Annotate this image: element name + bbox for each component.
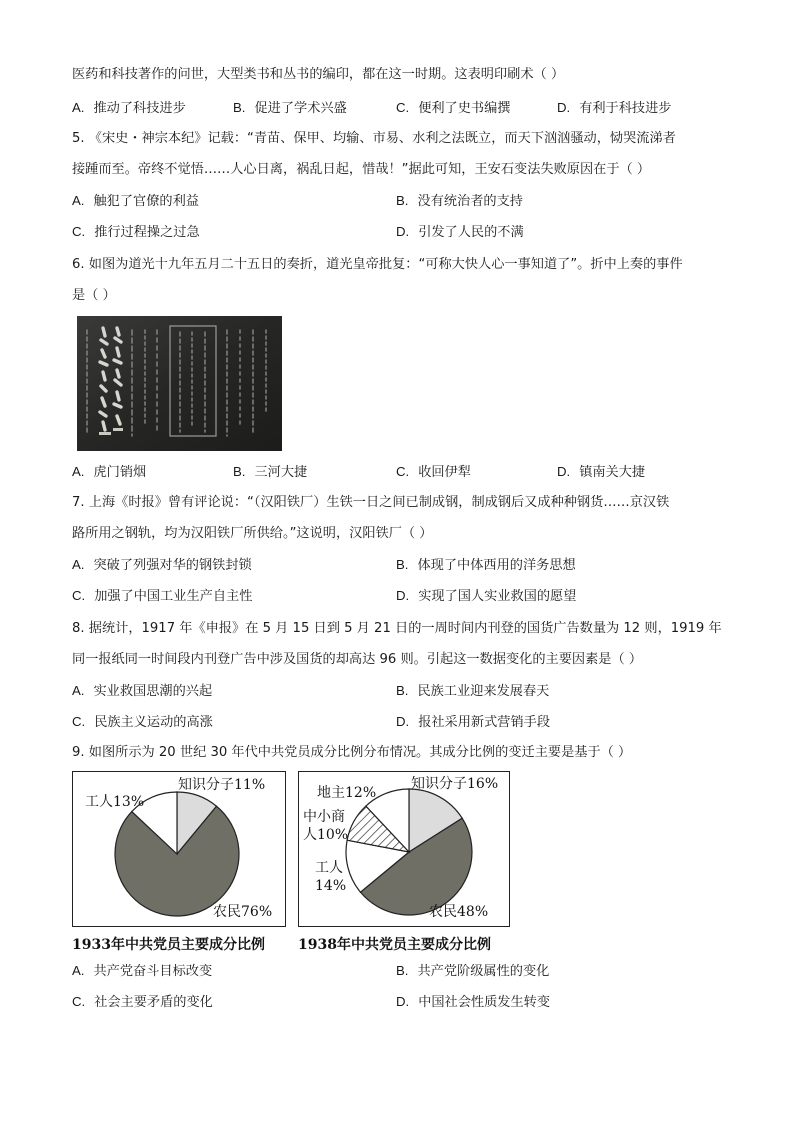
pie-chart-1938 — [298, 771, 510, 927]
option-letter: B. — [396, 963, 409, 978]
option-letter: D. — [396, 994, 410, 1009]
q6-stem-line2: 是（ ） — [72, 288, 116, 303]
option-text: 突破了列强对华的钢铁封锁 — [93, 558, 252, 573]
memorial-photo-drawing — [77, 316, 282, 451]
pie-1938-label-merchant-2: 人10% — [303, 827, 349, 843]
q4-option-d[interactable] — [557, 99, 672, 118]
option-text: 中国社会性质发生转变 — [418, 995, 551, 1010]
pie-1938-label-peasant: 农民48% — [429, 904, 489, 920]
option-letter: A. — [72, 464, 85, 479]
option-text: 共产党阶级属性的变化 — [417, 964, 550, 979]
option-letter: D. — [557, 100, 571, 115]
q4-stem: 医药和科技著作的问世，大型类书和丛书的编印，都在这一时期。这表明印刷术（ ） — [72, 67, 565, 82]
pie-1938-label-landlord: 地主12% — [317, 785, 377, 801]
q9-option-a[interactable] — [72, 962, 212, 981]
option-text: 民族工业迎来发展春天 — [417, 684, 550, 699]
q6-option-b[interactable] — [233, 463, 307, 482]
q9-option-c[interactable] — [72, 993, 213, 1012]
option-text: 推行过程操之过急 — [94, 225, 200, 240]
q5-option-d[interactable] — [396, 223, 524, 242]
q5-option-a[interactable] — [72, 192, 199, 211]
q5-stem-line2: 接踵而至。帝终不觉悟……人心日离，祸乱日起，惜哉！”据此可知，王安石变法失败原因在于（ ） — [72, 162, 651, 177]
option-letter: A. — [72, 557, 85, 572]
option-letter: D. — [557, 464, 571, 479]
q4-option-a[interactable] — [72, 99, 186, 118]
option-letter: D. — [396, 588, 410, 603]
option-text: 收回伊犁 — [418, 465, 471, 480]
q8-stem-line1: 8. 据统计，1917 年《申报》在 5 月 15 日到 5 月 21 日的一周时间内刊登的国货广告数量为 12 则，1919 年 — [72, 621, 722, 636]
q7-option-a[interactable] — [72, 556, 252, 575]
q5-option-c[interactable] — [72, 223, 200, 242]
q8-stem-line2: 同一报纸同一时间段内刊登广告中涉及国货的却高达 96 则。引起这一数据变化的主要因素是（ ） — [72, 652, 643, 667]
option-letter: B. — [396, 683, 409, 698]
option-letter: D. — [396, 224, 410, 239]
q6-option-a[interactable] — [72, 463, 146, 482]
option-text: 镇南关大捷 — [579, 465, 646, 480]
option-text: 体现了中体西用的洋务思想 — [417, 558, 576, 573]
q8-option-d[interactable] — [396, 713, 550, 732]
q7-stem-line2: 路所用之钢轨，均为汉阳铁厂所供给。”这说明，汉阳铁厂（ ） — [72, 526, 433, 541]
option-text: 有利于科技进步 — [579, 101, 672, 116]
option-text: 没有统治者的支持 — [417, 194, 523, 209]
pie-chart-1933 — [72, 771, 286, 927]
option-text: 便利了史书编撰 — [418, 101, 511, 116]
option-letter: B. — [233, 464, 246, 479]
pie-1933-label-intellectual: 知识分子11% — [178, 777, 266, 793]
option-text: 虎门销烟 — [93, 465, 147, 480]
pie-1938-label-worker-2: 14% — [315, 878, 347, 894]
q7-option-c[interactable] — [72, 587, 252, 606]
q6-option-c[interactable] — [396, 463, 471, 482]
q7-stem-line1: 7. 上海《时报》曾有评论说：“（汉阳铁厂）生铁一日之间已制成钢，制成钢后又成种种钢货……京汉铁 — [72, 495, 670, 510]
option-text: 加强了中国工业生产自主性 — [94, 589, 253, 604]
pie-1938-label-intellectual: 知识分子16% — [411, 776, 499, 792]
option-text: 共产党奋斗目标改变 — [93, 964, 213, 979]
option-letter: A. — [72, 100, 85, 115]
option-text: 促进了学术兴盛 — [254, 101, 347, 116]
q6-stem-line1: 6. 如图为道光十九年五月二十五日的奏折，道光皇帝批复：“可称大快人心一事知道了”。折中上奏的事件 — [72, 257, 683, 272]
q8-option-c[interactable] — [72, 713, 213, 732]
q8-option-b[interactable] — [396, 682, 549, 701]
pie-1933-label-peasant: 农民76% — [213, 904, 273, 920]
option-text: 引发了人民的不满 — [418, 225, 524, 240]
q9-option-d[interactable] — [396, 993, 550, 1012]
q9-option-b[interactable] — [396, 962, 549, 981]
option-letter: C. — [72, 714, 86, 729]
q4-option-c[interactable] — [396, 99, 511, 118]
option-letter: C. — [72, 588, 86, 603]
pie-1938-caption: 1938年中共党员主要成分比例 — [298, 937, 491, 953]
option-letter: A. — [72, 683, 85, 698]
option-text: 实现了国人实业救国的愿望 — [418, 589, 577, 604]
option-letter: C. — [396, 464, 410, 479]
option-letter: B. — [233, 100, 246, 115]
option-letter: C. — [72, 994, 86, 1009]
option-text: 实业救国思潮的兴起 — [93, 684, 213, 699]
option-text: 民族主义运动的高涨 — [94, 715, 213, 730]
memorial-photo — [77, 316, 282, 451]
q9-stem: 9. 如图所示为 20 世纪 30 年代中共党员成分比例分布情况。其成分比例的变迁主要是基于（ ） — [72, 745, 632, 760]
option-text: 触犯了官僚的利益 — [93, 194, 199, 209]
option-letter: C. — [396, 100, 410, 115]
option-text: 报社采用新式营销手段 — [418, 715, 551, 730]
option-letter: B. — [396, 557, 409, 572]
q7-option-b[interactable] — [396, 556, 576, 575]
option-text: 社会主要矛盾的变化 — [94, 995, 213, 1010]
q8-option-a[interactable] — [72, 682, 212, 701]
option-letter: B. — [396, 193, 409, 208]
q4-option-b[interactable] — [233, 99, 347, 118]
option-text: 推动了科技进步 — [93, 101, 186, 116]
option-letter: A. — [72, 963, 85, 978]
pie-1938-label-worker-1: 工人 — [315, 860, 343, 876]
pie-1933-label-worker: 工人13% — [85, 794, 145, 810]
q7-option-d[interactable] — [396, 587, 576, 606]
option-letter: A. — [72, 193, 85, 208]
option-letter: D. — [396, 714, 410, 729]
option-text: 三河大捷 — [254, 465, 308, 480]
option-letter: C. — [72, 224, 86, 239]
pie-1933-caption: 1933年中共党员主要成分比例 — [72, 937, 265, 953]
q5-option-b[interactable] — [396, 192, 523, 211]
pie-1938-label-merchant-1: 中小商 — [303, 809, 345, 825]
q5-stem-line1: 5. 《宋史・神宗本纪》记载：“青苗、保甲、均输、市易、水利之法既立，而天下汹汹骚动，恸哭流涕者 — [72, 131, 676, 146]
q6-option-d[interactable] — [557, 463, 645, 482]
